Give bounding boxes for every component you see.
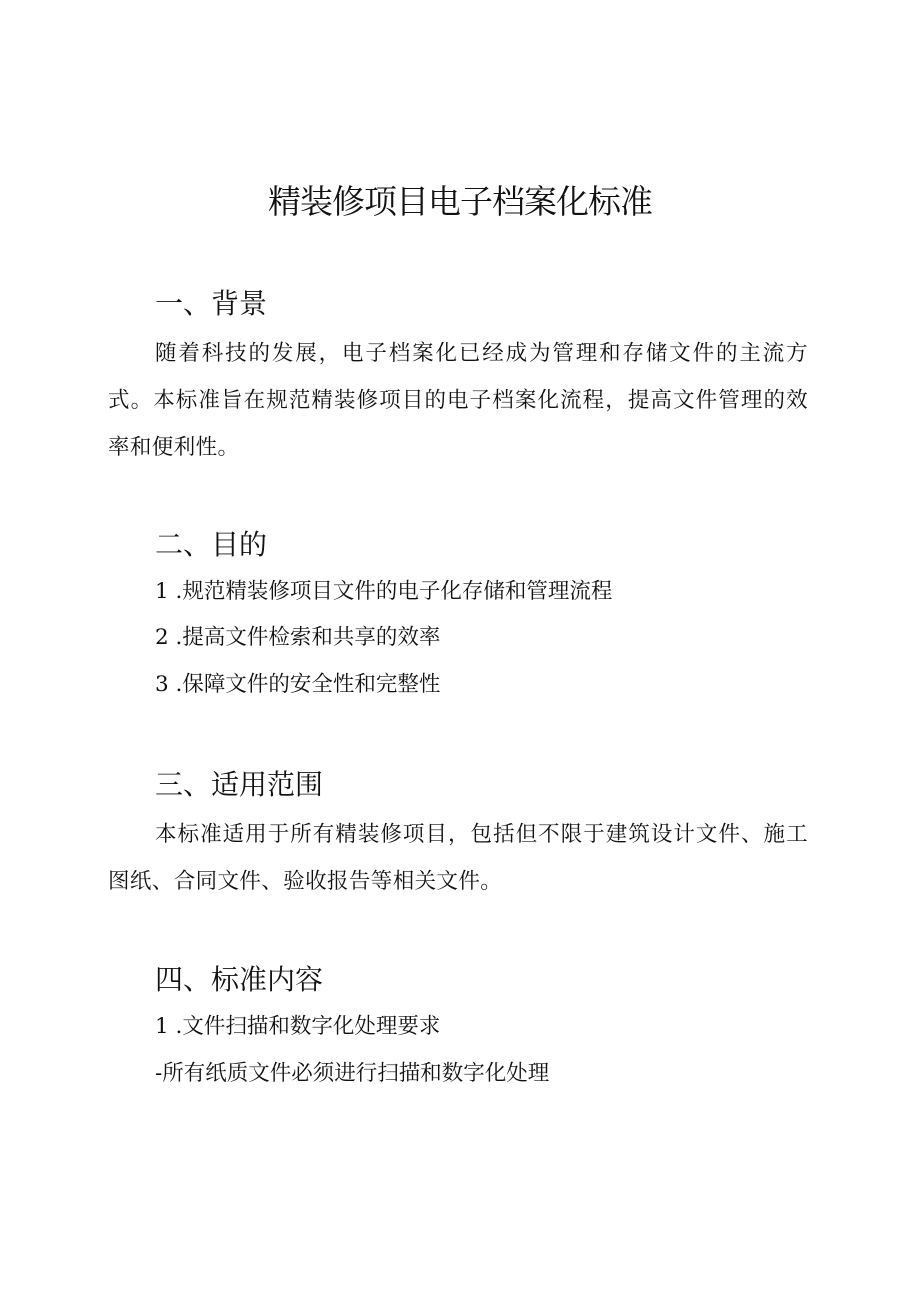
document-title: 精装修项目电子档案化标准 xyxy=(268,182,652,221)
section-heading-content: 四、标准内容 xyxy=(155,963,324,996)
list-item: 2 .提高文件检索和共享的效率 xyxy=(155,625,441,650)
list-item: 1 .规范精装修项目文件的电子化存储和管理流程 xyxy=(155,579,613,604)
list-item: 3 .保障文件的安全性和完整性 xyxy=(155,672,441,697)
section-text-scope: 本标准适用于所有精装修项目，包括但不限于建筑设计文件、施工图纸、合同文件、验收报告等相关文件。 xyxy=(108,822,808,894)
section-heading-scope: 三、适用范围 xyxy=(155,768,324,801)
section-heading-purpose: 二、目的 xyxy=(155,528,268,561)
list-item: 1 .文件扫描和数字化处理要求 xyxy=(155,1014,441,1039)
section-heading-background: 一、背景 xyxy=(155,287,268,320)
section-text-background: 随着科技的发展，电子档案化已经成为管理和存储文件的主流方式。本标准旨在规范精装修项目的电子档案化流程，提高文件管理的效率和便利性。 xyxy=(108,341,808,460)
list-item: -所有纸质文件必须进行扫描和数字化处理 xyxy=(155,1061,550,1086)
